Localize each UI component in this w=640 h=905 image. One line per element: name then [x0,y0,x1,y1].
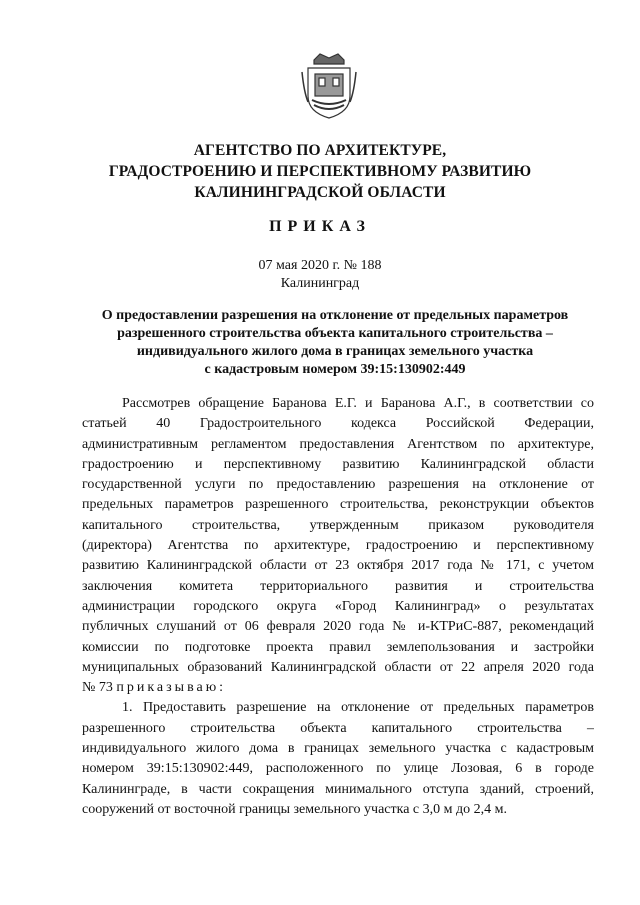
body-line: предельных параметров разрешенного строительства, реконструкции объектов [82,497,594,513]
subject-line: О предоставлении разрешения на отклонение от предельных параметров [101,308,569,323]
body-line: (директора) Агентства по архитектуре, градостроению и перспективному [82,538,594,554]
document-body [82,394,594,820]
subject-line: с кадастровым номером 39:15:130902:449 [204,362,466,377]
document-meta [0,257,640,293]
agency-name [100,140,540,203]
date-number: 07 мая 2020 г. № 188 [258,258,382,273]
body-line: государственной услуги по предоставлению разрешения на отклонение от [82,477,594,493]
body-line: администрации городского округа «Город Калининград» о результатах [82,598,594,614]
city: Калининград [280,276,360,291]
body-line: статьей 40 Градостроительного кодекса Российской Федерации, [82,416,594,432]
body-line: заключения комитета территориального развития и строительства [82,578,594,594]
document-subject [60,307,610,379]
item-line: индивидуального жилого дома в границах земельного участка с кадастровым [82,741,594,757]
body-line: муниципальных образований Калининградской области от 22 апреля 2020 года [82,659,594,675]
document-type: ПРИКАЗ [269,218,371,235]
order-number: № 73 [82,680,113,696]
item-line: номером 39:15:130902:449, расположенного по улице Лозовая, 6 в городе [82,761,594,777]
body-line: градостроению и перспективному развитию Калининградской области [82,456,594,472]
item-line: сооружений от восточной границы земельного участка с 3,0 м до 2,4 м. [82,801,507,817]
item-line: 1. Предоставить разрешение на отклонение от предельных параметров [122,700,594,716]
body-line: административным регламентом предоставления Агентством по архитектуре, [82,436,594,452]
body-line-last [82,678,594,698]
subject-line: разрешенного строительства объекта капитального строительства – [117,326,553,341]
body-line: публичных слушаний от 06 февраля 2020 года № и-КТРиС-887, рекомендаций [82,619,594,635]
coat-of-arms-icon [300,52,358,120]
item-line: Калининграде, в части сокращения минимального отступа зданий, строений, [82,781,594,797]
body-line: капитального строительства, утвержденным приказом руководителя [82,517,594,533]
body-line: Рассмотрев обращение Баранова Е.Г. и Баранова А.Г., в соответствии со [122,396,594,411]
order-verb: приказываю: [116,680,227,696]
subject-line: индивидуального жилого дома в границах земельного участка [136,344,534,359]
agency-line: КАЛИНИНГРАДСКОЙ ОБЛАСТИ [194,184,446,201]
body-line: развитию Калининградской области от 23 октября 2017 года № 171, с учетом [82,558,594,574]
item-line: разрешенного строительства объекта капитального строительства – [82,720,594,736]
agency-line: АГЕНТСТВО ПО АРХИТЕКТУРЕ, [193,142,447,159]
agency-line: ГРАДОСТРОЕНИЮ И ПЕРСПЕКТИВНОМУ РАЗВИТИЮ [108,163,532,180]
body-line: комиссии по подготовке проекта правил землепользования и застройки [82,639,594,655]
